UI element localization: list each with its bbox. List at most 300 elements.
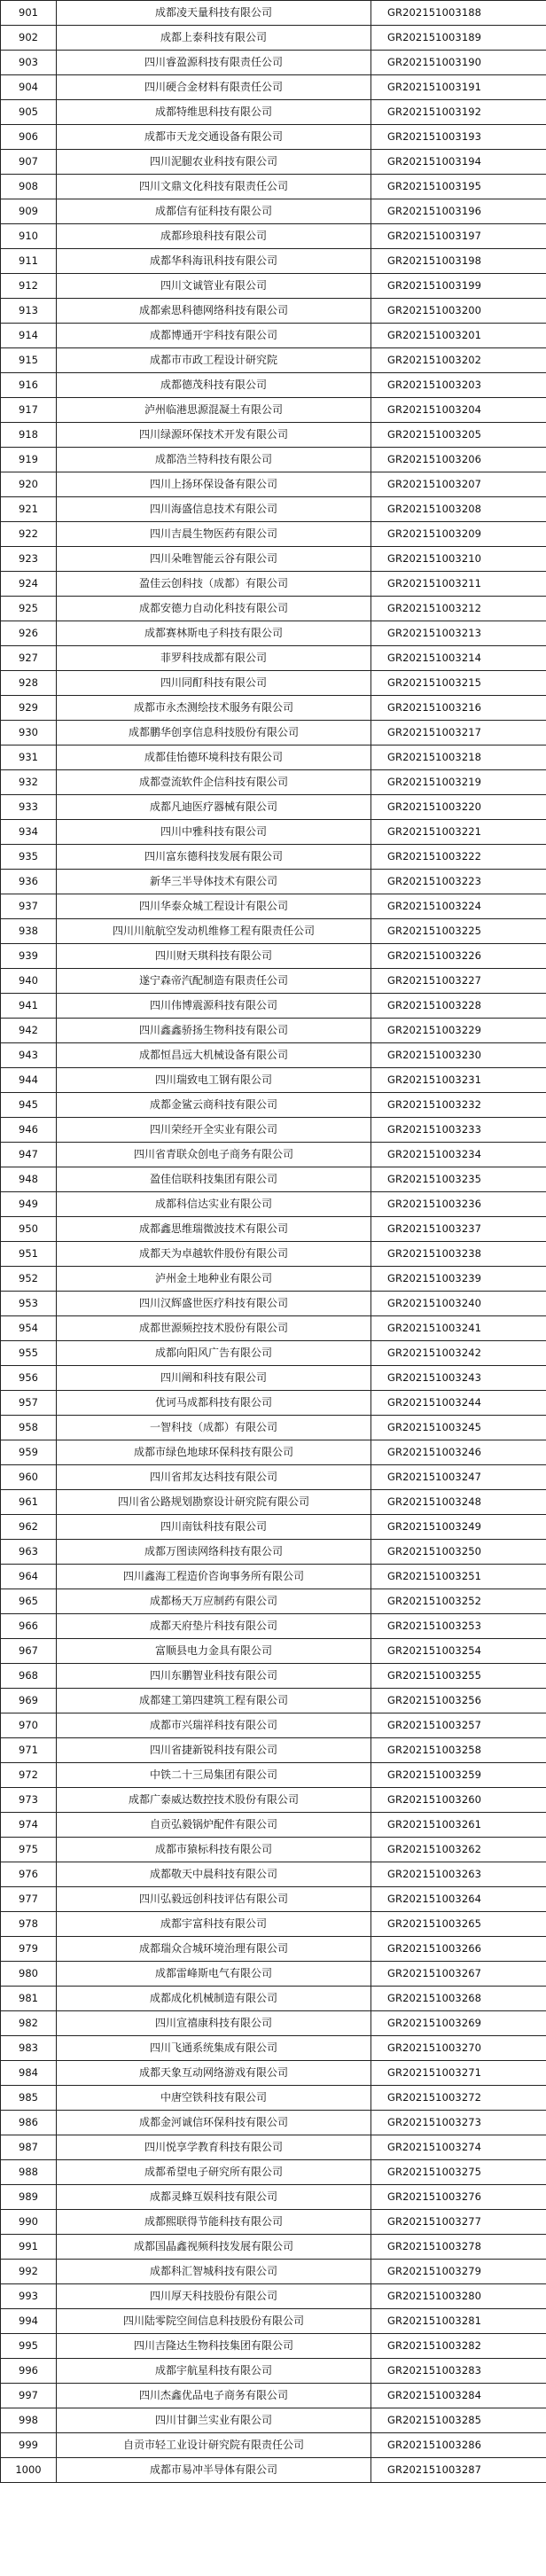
row-index: 934 [1,820,57,845]
table-row [1,1143,546,1167]
row-index: 937 [1,894,57,919]
company-name: 四川飞通系统集成有限公司 [57,2036,371,2061]
company-name: 成都万图读网络科技有限公司 [57,1540,371,1565]
certificate-number: GR202151003271 [371,2061,546,2086]
row-index: 945 [1,1093,57,1118]
certificate-number: GR202151003270 [371,2036,546,2061]
certificate-number: GR202151003275 [371,2160,546,2185]
row-index: 1000 [1,2458,57,2483]
certificate-number: GR202151003274 [371,2135,546,2160]
table-row [1,1540,546,1565]
certificate-number: GR202151003225 [371,919,546,944]
row-index: 929 [1,696,57,721]
table-row [1,2334,546,2359]
row-index: 954 [1,1316,57,1341]
certificate-number: GR202151003253 [371,1614,546,1639]
certificate-number: GR202151003189 [371,26,546,51]
table-row [1,299,546,324]
certificate-number: GR202151003243 [371,1366,546,1391]
row-index: 923 [1,547,57,572]
certificate-number: GR202151003222 [371,845,546,870]
table-row [1,2458,546,2483]
certificate-number: GR202151003200 [371,299,546,324]
certificate-number: GR202151003281 [371,2309,546,2334]
certificate-number: GR202151003286 [371,2433,546,2458]
company-name: 一智科技（成都）有限公司 [57,1416,371,1440]
company-name: 四川富东德科技发展有限公司 [57,845,371,870]
company-name: 成都天象互动网络游戏有限公司 [57,2061,371,2086]
table-row [1,2284,546,2309]
row-index: 916 [1,373,57,398]
certificate-number: GR202151003259 [371,1763,546,1788]
row-index: 975 [1,1838,57,1862]
row-index: 940 [1,969,57,994]
table-row [1,1713,546,1738]
certificate-number: GR202151003230 [371,1043,546,1068]
row-index: 973 [1,1788,57,1813]
certificate-number: GR202151003241 [371,1316,546,1341]
company-name: 成都熙联得节能科技有限公司 [57,2210,371,2235]
row-index: 935 [1,845,57,870]
row-index: 978 [1,1912,57,1937]
row-index: 966 [1,1614,57,1639]
table-row [1,1589,546,1614]
row-index: 977 [1,1887,57,1912]
table-row [1,274,546,299]
row-index: 971 [1,1738,57,1763]
table-row [1,1292,546,1316]
company-name: 成都科信达实业有限公司 [57,1192,371,1217]
company-name: 成都市绿色地球环保科技有限公司 [57,1440,371,1465]
table-row [1,2359,546,2384]
table-row [1,944,546,969]
row-index: 963 [1,1540,57,1565]
row-index: 980 [1,1962,57,1987]
table-row [1,1788,546,1813]
row-index: 946 [1,1118,57,1143]
row-index: 949 [1,1192,57,1217]
certificate-number: GR202151003258 [371,1738,546,1763]
company-name: 自贡市轻工业设计研究院有限责任公司 [57,2433,371,2458]
row-index: 943 [1,1043,57,1068]
table-row [1,1862,546,1887]
table-row [1,1068,546,1093]
company-name: 四川海盛信息技术有限公司 [57,497,371,522]
table-row [1,870,546,894]
certificate-number: GR202151003229 [371,1019,546,1043]
table-row [1,2086,546,2111]
table-row [1,1614,546,1639]
company-name: 中铁二十三局集团有限公司 [57,1763,371,1788]
table-row [1,795,546,820]
company-name: 成都建工第四建筑工程有限公司 [57,1689,371,1713]
row-index: 987 [1,2135,57,2160]
company-name: 成都市天龙交通设备有限公司 [57,125,371,150]
table-row [1,1465,546,1490]
certificate-number: GR202151003211 [371,572,546,597]
company-name: 成都雷峰斯电气有限公司 [57,1962,371,1987]
table-row [1,845,546,870]
row-index: 959 [1,1440,57,1465]
certificate-number: GR202151003218 [371,745,546,770]
company-name: 成都市永杰测绘技术服务有限公司 [57,696,371,721]
certificate-number: GR202151003248 [371,1490,546,1515]
company-name: 成都金河诚信环保科技有限公司 [57,2111,371,2135]
row-index: 979 [1,1937,57,1962]
company-name: 盈佳云创科技（成都）有限公司 [57,572,371,597]
company-name: 四川吉隆达生物科技集团有限公司 [57,2334,371,2359]
company-name: 优诃马成都科技有限公司 [57,1391,371,1416]
company-name: 四川上扬环保设备有限公司 [57,472,371,497]
table-row [1,75,546,100]
table-row [1,770,546,795]
table-row [1,2111,546,2135]
company-name: 四川鑫鑫骄扬生物科技有限公司 [57,1019,371,1043]
certificate-number: GR202151003252 [371,1589,546,1614]
row-index: 901 [1,1,57,26]
row-index: 921 [1,497,57,522]
row-index: 902 [1,26,57,51]
company-name: 成都信有征科技有限公司 [57,199,371,224]
company-name: 成都上泰科技有限公司 [57,26,371,51]
row-index: 964 [1,1565,57,1589]
row-index: 952 [1,1267,57,1292]
certificate-number: GR202151003191 [371,75,546,100]
table-row [1,2260,546,2284]
table-row [1,373,546,398]
certificate-number: GR202151003233 [371,1118,546,1143]
company-name: 四川宣禧康科技有限公司 [57,2011,371,2036]
certificate-number: GR202151003215 [371,671,546,696]
company-name: 四川阐和科技有限公司 [57,1366,371,1391]
company-name: 四川陆零院空间信息科技股份有限公司 [57,2309,371,2334]
table-row [1,894,546,919]
row-index: 974 [1,1813,57,1838]
company-name: 成都鹏华创享信息科技股份有限公司 [57,721,371,745]
row-index: 972 [1,1763,57,1788]
row-index: 961 [1,1490,57,1515]
certificate-number: GR202151003245 [371,1416,546,1440]
company-name: 成都恒昌远大机械设备有限公司 [57,1043,371,1068]
table-row [1,2185,546,2210]
row-index: 904 [1,75,57,100]
certificate-number: GR202151003219 [371,770,546,795]
certificate-number: GR202151003283 [371,2359,546,2384]
company-name: 成都凌天量科技有限公司 [57,1,371,26]
company-name: 中唐空铁科技有限公司 [57,2086,371,2111]
certificate-number: GR202151003197 [371,224,546,249]
certificate-number: GR202151003235 [371,1167,546,1192]
certificate-number: GR202151003221 [371,820,546,845]
table-row [1,2210,546,2235]
company-name: 成都广泰威达数控技术股份有限公司 [57,1788,371,1813]
row-index: 984 [1,2061,57,2086]
company-name: 成都希望电子研究所有限公司 [57,2160,371,2185]
certificate-number: GR202151003272 [371,2086,546,2111]
certificate-number: GR202151003231 [371,1068,546,1093]
certificate-number: GR202151003201 [371,324,546,348]
certificate-number: GR202151003268 [371,1987,546,2011]
row-index: 948 [1,1167,57,1192]
table-row [1,1738,546,1763]
company-name: 成都博通开宇科技有限公司 [57,324,371,348]
certificate-number: GR202151003255 [371,1664,546,1689]
company-name: 自贡弘毅锅炉配件有限公司 [57,1813,371,1838]
company-name: 四川财天琪科技有限公司 [57,944,371,969]
certificate-number: GR202151003265 [371,1912,546,1937]
certificate-number: GR202151003212 [371,597,546,621]
row-index: 928 [1,671,57,696]
row-index: 997 [1,2384,57,2408]
row-index: 907 [1,150,57,175]
certificate-number: GR202151003208 [371,497,546,522]
company-name: 成都特维思科技有限公司 [57,100,371,125]
certificate-number: GR202151003282 [371,2334,546,2359]
row-index: 994 [1,2309,57,2334]
row-index: 990 [1,2210,57,2235]
table-row [1,2384,546,2408]
table-row [1,2135,546,2160]
table-row [1,448,546,472]
table-row [1,150,546,175]
company-name: 盈佳信联科技集团有限公司 [57,1167,371,1192]
row-index: 965 [1,1589,57,1614]
row-index: 903 [1,51,57,75]
company-name: 成都德茂科技有限公司 [57,373,371,398]
row-index: 969 [1,1689,57,1713]
certificate-number: GR202151003220 [371,795,546,820]
table-row [1,522,546,547]
table-row [1,1689,546,1713]
certificate-number: GR202151003224 [371,894,546,919]
row-index: 950 [1,1217,57,1242]
row-index: 909 [1,199,57,224]
row-index: 992 [1,2260,57,2284]
certificate-number: GR202151003239 [371,1267,546,1292]
table-row [1,249,546,274]
table-row [1,1838,546,1862]
table-row [1,348,546,373]
certificate-number: GR202151003240 [371,1292,546,1316]
row-index: 906 [1,125,57,150]
certificate-number: GR202151003194 [371,150,546,175]
row-index: 914 [1,324,57,348]
table-row [1,1887,546,1912]
row-index: 967 [1,1639,57,1664]
table-row [1,994,546,1019]
company-name: 遂宁森帝汽配制造有限责任公司 [57,969,371,994]
company-name: 四川悦享学教育科技有限公司 [57,2135,371,2160]
company-name: 成都瑞众合城环境治理有限公司 [57,1937,371,1962]
certificate-number: GR202151003209 [371,522,546,547]
certificate-number: GR202151003269 [371,2011,546,2036]
row-index: 981 [1,1987,57,2011]
certificate-number: GR202151003203 [371,373,546,398]
certificate-number: GR202151003251 [371,1565,546,1589]
company-name: 四川伟博震源科技有限公司 [57,994,371,1019]
company-name: 四川川航航空发动机维修工程有限责任公司 [57,919,371,944]
company-name: 成都壹流软件企信科技有限公司 [57,770,371,795]
table-row [1,696,546,721]
certificate-number: GR202151003267 [371,1962,546,1987]
certificate-number: GR202151003213 [371,621,546,646]
table-row [1,1366,546,1391]
table-row [1,398,546,423]
table-row [1,2408,546,2433]
table-row [1,2160,546,2185]
company-name: 四川睿盈源科技有限责任公司 [57,51,371,75]
row-index: 989 [1,2185,57,2210]
table-row [1,26,546,51]
row-index: 941 [1,994,57,1019]
table-row [1,1813,546,1838]
table-row [1,2061,546,2086]
row-index: 986 [1,2111,57,2135]
table-row [1,646,546,671]
company-name: 四川绿源环保技术开发有限公司 [57,423,371,448]
certificate-number: GR202151003204 [371,398,546,423]
certificate-number: GR202151003202 [371,348,546,373]
company-name: 四川甘御兰实业有限公司 [57,2408,371,2433]
company-name: 四川硬合金材料有限责任公司 [57,75,371,100]
company-name: 成都市易冲半导体有限公司 [57,2458,371,2483]
certificate-number: GR202151003247 [371,1465,546,1490]
company-name: 四川华泰众城工程设计有限公司 [57,894,371,919]
company-name: 四川朵唯智能云谷有限公司 [57,547,371,572]
row-index: 939 [1,944,57,969]
company-name: 成都市猿标科技有限公司 [57,1838,371,1862]
table-row [1,2036,546,2061]
certificate-number: GR202151003214 [371,646,546,671]
certificate-number: GR202151003250 [371,1540,546,1565]
table-row [1,472,546,497]
table-row [1,2309,546,2334]
certificate-number: GR202151003263 [371,1862,546,1887]
table-row [1,1962,546,1987]
row-index: 927 [1,646,57,671]
table-row [1,721,546,745]
certificate-number: GR202151003232 [371,1093,546,1118]
certificate-number: GR202151003236 [371,1192,546,1217]
certificate-number: GR202151003238 [371,1242,546,1267]
company-name: 四川厚天科技股份有限公司 [57,2284,371,2309]
certificate-number: GR202151003242 [371,1341,546,1366]
row-index: 926 [1,621,57,646]
company-name: 四川省邦友达科技有限公司 [57,1465,371,1490]
certificate-number: GR202151003280 [371,2284,546,2309]
table-row [1,1639,546,1664]
table-row [1,1763,546,1788]
table-row [1,2235,546,2260]
certificate-number: GR202151003284 [371,2384,546,2408]
table-row [1,1341,546,1366]
company-name: 四川省捷新锐科技有限公司 [57,1738,371,1763]
row-index: 988 [1,2160,57,2185]
row-index: 930 [1,721,57,745]
row-index: 955 [1,1341,57,1366]
table-row [1,597,546,621]
certificate-number: GR202151003228 [371,994,546,1019]
table-row [1,1019,546,1043]
company-name: 四川吉晨生物医药有限公司 [57,522,371,547]
certificate-number: GR202151003285 [371,2408,546,2433]
table-row [1,497,546,522]
table-row [1,1664,546,1689]
company-name: 四川省青联众创电子商务有限公司 [57,1143,371,1167]
row-index: 915 [1,348,57,373]
row-index: 999 [1,2433,57,2458]
certificate-number: GR202151003279 [371,2260,546,2284]
company-name: 四川弘毅远创科技评估有限公司 [57,1887,371,1912]
row-index: 951 [1,1242,57,1267]
certificate-number: GR202151003260 [371,1788,546,1813]
row-index: 982 [1,2011,57,2036]
company-name: 泸州临港思源混凝土有限公司 [57,398,371,423]
certificate-number: GR202151003192 [371,100,546,125]
certificate-number: GR202151003273 [371,2111,546,2135]
row-index: 905 [1,100,57,125]
row-index: 968 [1,1664,57,1689]
company-name: 成都成化机械制造有限公司 [57,1987,371,2011]
company-name: 成都杨天万应制药有限公司 [57,1589,371,1614]
table-row [1,1987,546,2011]
company-name: 四川东鹏智业科技有限公司 [57,1664,371,1689]
row-index: 917 [1,398,57,423]
table-row [1,1167,546,1192]
table-row [1,100,546,125]
certificate-number: GR202151003199 [371,274,546,299]
table-row [1,1043,546,1068]
company-name: 成都华科海讯科技有限公司 [57,249,371,274]
row-index: 936 [1,870,57,894]
row-index: 953 [1,1292,57,1316]
company-name: 成都世源频控技术股份有限公司 [57,1316,371,1341]
table-row [1,820,546,845]
company-name: 成都敬天中晨科技有限公司 [57,1862,371,1887]
certificate-number: GR202151003207 [371,472,546,497]
row-index: 944 [1,1068,57,1093]
company-name: 成都宇航星科技有限公司 [57,2359,371,2384]
certificate-number: GR202151003223 [371,870,546,894]
certificate-number: GR202151003278 [371,2235,546,2260]
table-row [1,1515,546,1540]
company-name: 成都天府垫片科技有限公司 [57,1614,371,1639]
certificate-number: GR202151003277 [371,2210,546,2235]
company-name: 四川瑞致电工钢有限公司 [57,1068,371,1093]
row-index: 976 [1,1862,57,1887]
company-name: 四川文鼎文化科技有限责任公司 [57,175,371,199]
certificate-number: GR202151003188 [371,1,546,26]
table-row [1,199,546,224]
certificate-number: GR202151003190 [371,51,546,75]
certificate-number: GR202151003237 [371,1217,546,1242]
certificate-number: GR202151003266 [371,1937,546,1962]
table-row [1,1440,546,1465]
table-row [1,1912,546,1937]
company-name: 成都浩兰特科技有限公司 [57,448,371,472]
table-row [1,423,546,448]
company-name: 成都鑫思维瑞微波技术有限公司 [57,1217,371,1242]
certificate-number: GR202151003264 [371,1887,546,1912]
row-index: 958 [1,1416,57,1440]
certificate-number: GR202151003198 [371,249,546,274]
certificate-number: GR202151003206 [371,448,546,472]
company-name: 四川荣经开全实业有限公司 [57,1118,371,1143]
company-name: 四川汉辉盛世医疗科技有限公司 [57,1292,371,1316]
company-name: 成都灵蜂互娱科技有限公司 [57,2185,371,2210]
table-row [1,671,546,696]
row-index: 985 [1,2086,57,2111]
